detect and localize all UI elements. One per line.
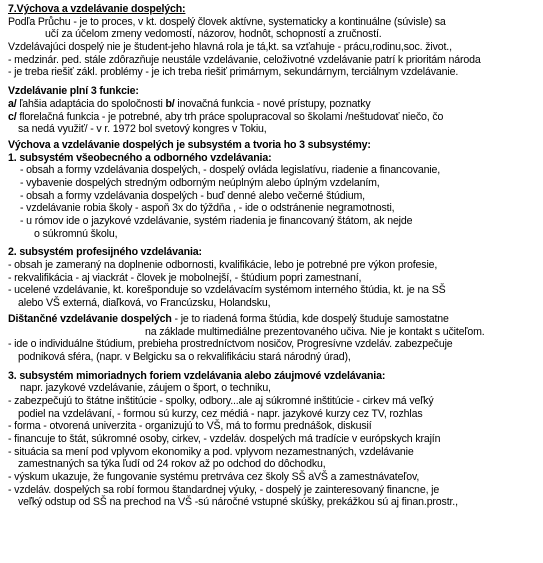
subsystems-heading: Výchova a vzdelávanie dospelých je subsystém a tvoria ho 3 subsystémy: (8, 138, 371, 151)
subsystem-2-line: - obsah je zameraný na doplnenie odbornosti, kvalifikácie, lebo je potrebné pre výkon profesie, (8, 259, 438, 272)
subsystem-3-line: napr. jazykové vzdelávanie, záujem o šport, o techniku, (20, 382, 271, 395)
subsystem-3-heading: 3. subsystém mimoriadnych foriem vzdelávania alebo záujmové vzdelávania: (8, 369, 386, 382)
subsystem-3-line: - vzdeláv. dospelých sa robí formou štandardnej výuky, - dospelý je zainteresovaný financne, je (8, 483, 440, 496)
distance-cont: na základe multimediálne prezentovaného učiva. Nie je kontakt s učiteľom. (145, 325, 485, 338)
subsystem-3-line: - forma - otvorená univerzita - organizujú to VŠ, má to formu prednášok, diskusií (8, 420, 372, 433)
distance-item: podniková sféra, (napr. v Belgicku sa o rekvalifikáciu stará národný úrad), (18, 350, 351, 363)
subsystem-3-line: veľký odstup od SŠ na prechod na VŠ -sú náročné vstupné skúšky, prekážkou sú aj finan.prostr., (18, 496, 458, 509)
function-a-label: a/ (8, 97, 17, 110)
subsystem-2-line: - ucelené vzdelávanie, kt. korešponduje so vzdelávacím systémom interného štúdia, kt. je na SŠ (8, 284, 446, 297)
functions-heading: Vzdelávanie plní 3 funkcie: (8, 85, 139, 98)
subsystem-1-line: - obsah a formy vzdelávania dospelých - buď denné alebo večerné štúdium, (20, 189, 365, 202)
function-b-text: inovačná funkcia - nové prístupy, poznatky (174, 97, 371, 110)
distance-line (8, 313, 539, 326)
subsystem-3-line: zamestnaných sa týka ľudí od 24 rokov až po odchod do dôchodku, (18, 458, 326, 471)
intro-line: - je treba riešiť zákl. problémy - je ich treba riešiť primárnym, sekundárnym, terciálnym vzdelávanie. (8, 66, 459, 79)
function-c-text: florelačná funkcia - je potrebné, aby trh práce spolupracoval so školami /neštudovať niečo, čo (16, 110, 444, 123)
page-title: 7.Výchova a vzdelávanie dospelých: (8, 3, 186, 15)
subsystem-1-line: o súkromnú školu, (34, 227, 118, 240)
function-a-text: ľahšia adaptácia do spoločnosti (16, 97, 166, 110)
subsystem-1-line: - u rómov ide o jazykové vzdelávanie, systém riadenia je financovaný štátom, ak nejde (20, 215, 413, 227)
subsystem-1-line: - vybavenie dospelých stredným odborným neúplným alebo úplným vzdelaním, (20, 176, 380, 189)
subsystem-3-line: - zabezpečujú to štátne inštitúcie - spolky, odbory...ale aj súkromné inštitúcie - cirkev má veľký (8, 394, 434, 407)
subsystem-1-line: - vzdelávanie robia školy - aspoň 3x do týždňa , - ide o odstránenie negramotnosti, (20, 202, 395, 215)
distance-heading: Dištančné vzdelávanie dospelých (8, 312, 172, 325)
subsystem-2-line: - rekvalifikácia - aj viackrát - človek je mobolnejší, - štúdium popri zamestnaní, (8, 271, 362, 284)
functions-line-ab (8, 98, 539, 111)
subsystem-1-line: - obsah a formy vzdelávania dospelých, - dospelý ovláda legislatívu, riadenie a financovanie, (20, 164, 441, 177)
subsystem-3-line: podiel na vzdelávaní, - formou sú kurzy, cez médiá - napr. jazykové kurzy cez TV, rozhlas (18, 407, 423, 420)
distance-item: - ide o individuálne štúdium, prebieha prostredníctvom nosičov, Progresívne vzdeláv. zabezpečuje (8, 338, 453, 351)
intro-line: Podľa Průchu - je to proces, v kt. dospelý človek aktívne, systematicky a kontinuálne (súvisle) sa (8, 15, 446, 28)
intro-line: Vzdelávajúci dospelý nie je študent-jeho hlavná rola je tá,kt. sa vzťahuje - prácu,rodinu,soc. život., (8, 41, 452, 54)
subsystem-3-line: - financuje to štát, súkromné osoby, cirkev, - vzdeláv. dospelých má tradície v európskych krajín (8, 433, 441, 445)
subsystem-3-line: - situácia sa mení pod vplyvom ekonomiky a pod. vplyvom nezamestnaných, vzdelávanie (8, 445, 414, 458)
functions-line-c-cont: sa nedá využiť/ - v r. 1972 bol svetový kongres v Tokiu, (18, 123, 267, 136)
functions-line-c (8, 111, 539, 124)
function-b-label: b/ (165, 97, 175, 110)
subsystem-1-heading: 1. subsystém všeobecného a odborného vzdelávania: (8, 151, 272, 164)
subsystem-2-heading: 2. subsystém profesijného vzdelávania: (8, 246, 202, 259)
subsystem-2-line: alebo VŠ externá, diaľková, vo Francúzsku, Holandsku, (18, 297, 271, 310)
subsystem-3-line: - výskum ukazuje, že fungovanie systému pretrváva cez školy SŠ aVŠ a zamestnávateľov, (8, 471, 420, 484)
function-c-label: c/ (8, 110, 17, 123)
intro-line: - medzinár. ped. stále zdôrazňuje neustále vzdelávanie, celoživotné vzdelávanie patrí k prioritám národa (8, 53, 481, 66)
intro-line: učí za účelom zmeny vedomostí, názorov, hodnôt, schopností a zručností. (45, 28, 382, 41)
distance-text: - je to riadená forma štúdia, kde dospelý študuje samostatne (171, 312, 449, 325)
